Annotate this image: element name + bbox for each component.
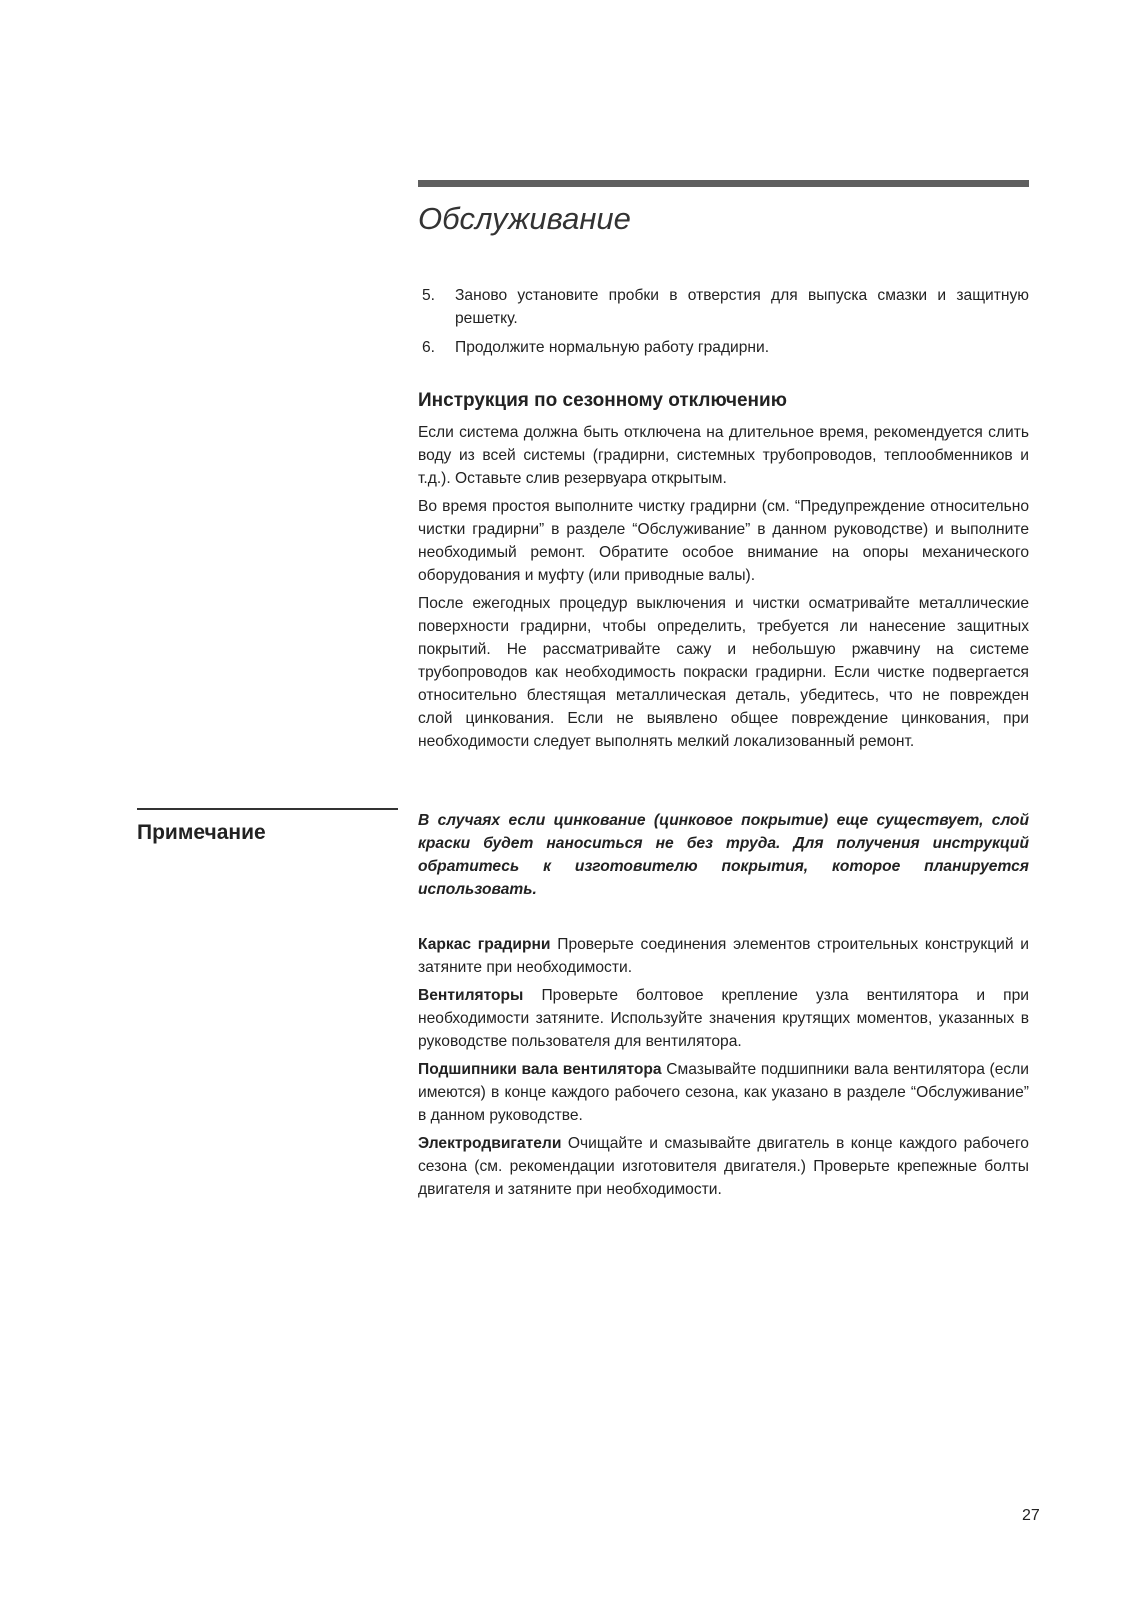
paragraph: Во время простоя выполните чистку градирни (см. “Предупреждение относительно чистки градирни” в разделе “Обслуживание” в данном руководстве) и выполните необходимый ремонт. Обратите особое внимание на опоры механического оборудования и муфту (или приводные валы). xyxy=(418,498,1029,584)
maintenance-item-frame xyxy=(418,933,1029,979)
page-number: 27 xyxy=(1022,1507,1040,1524)
step-number: 5. xyxy=(422,287,436,304)
section-top-rule xyxy=(418,180,1029,187)
seasonal-shutdown-heading: Инструкция по сезонному отключению xyxy=(418,390,787,411)
steps-list xyxy=(418,284,1029,365)
item-term: Подшипники вала вентилятора xyxy=(418,1061,662,1078)
item-text: Смазывайте подшипники вала вентилятора (если имеются) в конце каждого рабочего сезона, как указано в разделе “Обслуживание” в данном руководстве. xyxy=(418,1061,1029,1124)
maintenance-item-motors xyxy=(418,1132,1029,1201)
item-text: Проверьте соединения элементов строительных конструкций и затяните при необходимости. xyxy=(418,936,1029,976)
maintenance-items xyxy=(418,933,1029,1206)
item-term: Электродвигатели xyxy=(418,1135,562,1152)
paragraph: После ежегодных процедур выключения и чистки осматривайте металлические поверхности градирни, чтобы определить, требуется ли нанесение защитных покрытий. Не рассматривайте сажу и небольшую ржавчину на системе трубопроводов как необходимость покраски градирни. Если чистке подвергается относительно блестящая металлическая деталь, убедитесь, что не поврежден слой цинкования. Если не выявлено общее повреждение цинкования, при необходимости следует выполнять мелкий локализованный ремонт. xyxy=(418,595,1029,750)
item-term: Каркас градирни xyxy=(418,936,551,953)
maintenance-item-bearings xyxy=(418,1058,1029,1127)
note-rule xyxy=(137,808,398,810)
paragraph: Если система должна быть отключена на длительное время, рекомендуется слить воду из всей системы (градирни, системных трубопроводов, теплообменников и т.д.). Оставьте слив резервуара открытым. xyxy=(418,424,1029,487)
maintenance-item-fans xyxy=(418,984,1029,1053)
note-label: Примечание xyxy=(137,821,266,844)
step-text: Заново установите пробки в отверстия для выпуска смазки и защитную решетку. xyxy=(455,287,1029,327)
item-text: Очищайте и смазывайте двигатель в конце каждого рабочего сезона (см. рекомендации изготовителя двигателя.) Проверьте крепежные болты двигателя и затяните при необходимости. xyxy=(418,1135,1029,1198)
item-text: Проверьте болтовое крепление узла вентилятора и при необходимости затяните. Используйте значения крутящих моментов, указанных в руководстве пользователя для вентилятора. xyxy=(418,987,1029,1050)
note-text xyxy=(418,809,1029,901)
list-item xyxy=(418,336,1029,359)
note-paragraph: В случаях если цинкование (цинковое покрытие) еще существует, слой краски будет наноситься не без труда. Для получения инструкций обратитесь к изготовителю покрытия, которое планируется использовать. xyxy=(418,812,1029,898)
item-term: Вентиляторы xyxy=(418,987,524,1004)
seasonal-shutdown-body xyxy=(418,421,1029,758)
list-item xyxy=(418,284,1029,330)
step-text: Продолжите нормальную работу градирни. xyxy=(455,339,770,356)
step-number: 6. xyxy=(422,339,436,356)
page-title: Обслуживание xyxy=(418,201,631,236)
